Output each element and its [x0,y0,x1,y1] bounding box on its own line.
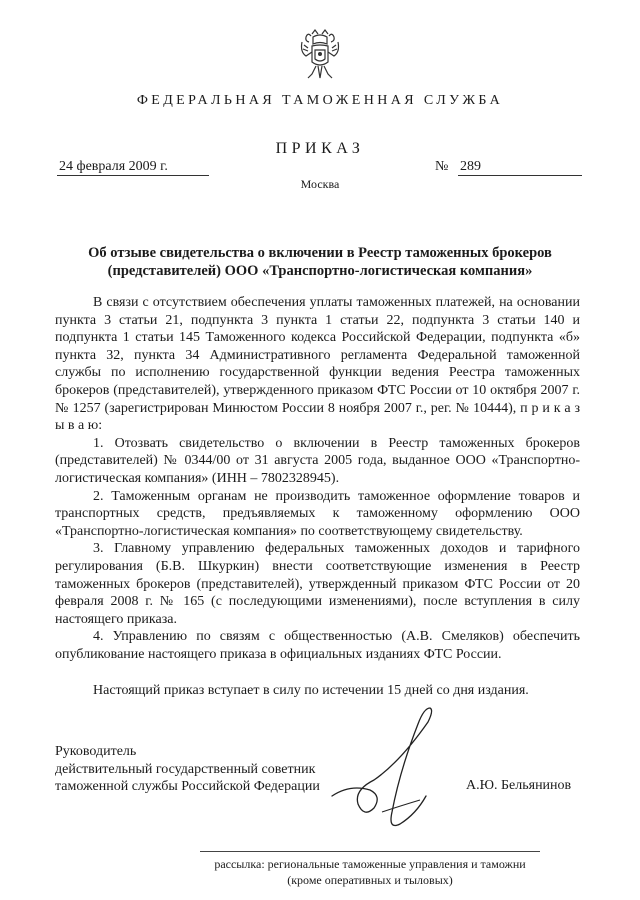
signatory-title-line-1: Руководитель [55,744,137,759]
double-headed-eagle-emblem-icon [298,28,342,82]
handwritten-signature-icon [330,700,480,840]
order-item-3: 3. Главному управлению федеральных таможенных доходов и тарифного регулирования (Б.В. Шкуркин) внести соответствующие изменения в Реестр таможенных брокеров (представителей), утвержденный приказом ФТС России от 20 февраля 2008 г. № 165 (с последующими изменениями), после вступления в силу настоящего приказа. [55,541,580,627]
order-item-4: 4. Управлению по связям с общественностью (А.В. Смеляков) обеспечить опубликование настоящего приказа в официальных изданиях ФТС России. [55,629,580,662]
agency-name: ФЕДЕРАЛЬНАЯ ТАМОЖЕННАЯ СЛУЖБА [136,93,504,108]
city: Москва [300,177,340,191]
order-heading-line-1: Об отзыве свидетельства о включении в Реестр таможенных брокеров [88,245,552,261]
document-type: ПРИКАЗ [275,140,365,157]
order-item-2: 2. Таможенным органам не производить таможенное оформление товаров и транспортных средств, предъявляемых к таможенному оформлению ООО «Транспортно-логистическая компания» по соответствующему свидетельству. [55,488,580,539]
order-heading-line-2: (представителей) ООО «Транспортно-логистическая компания» [107,263,533,279]
order-item-1: 1. Отозвать свидетельство о включении в Реестр таможенных брокеров (представителей) № 0344/00 от 31 августа 2005 года, выданное ООО «Транспортно-логистическая компания» (ИНН – 7802328945). [55,435,580,486]
order-heading [70,244,570,280]
order-date: 24 февраля 2009 г. [57,159,209,176]
signatory-title [55,743,320,796]
signatory-title-line-2: действительный государственный советник [55,761,316,777]
order-number-label: № [435,159,449,174]
signatory-title-line-3: таможенной службы Российской Федерации [55,779,320,795]
effective-clause: Настоящий приказ вступает в силу по истечении 15 дней со дня издания. [93,683,529,699]
order-number: 289 [458,159,582,176]
signatory-name: А.Ю. Бельянинов [466,778,572,793]
distribution-line-1: рассылка: региональные таможенные управления и таможни [214,857,526,871]
distribution-list [200,856,540,888]
distribution-line-2: (кроме оперативных и тыловых) [287,873,453,887]
order-body [55,294,580,700]
intro-paragraph: В связи с отсутствием обеспечения уплаты таможенных платежей, на основании пункта 3 статьи 21, подпункта 3 пункта 1 статьи 22, подпункта 3 статьи 140 и подпункта 1 статьи 145 Таможенного кодекса Российской Федерации, подпункта «б» пункта 32, пункта 34 Административного регламента Федеральной таможенной службы по исполнению государственной функции ведения Реестра таможенных брокеров (представителей), утвержденного приказом ФТС России от 10 октября 2007 г. № 1257 (зарегистрирован Минюстом России 8 ноября 2007 г., рег. № 10444), п р и к а з ы в а ю: [55,295,580,434]
distribution-divider [200,851,540,852]
